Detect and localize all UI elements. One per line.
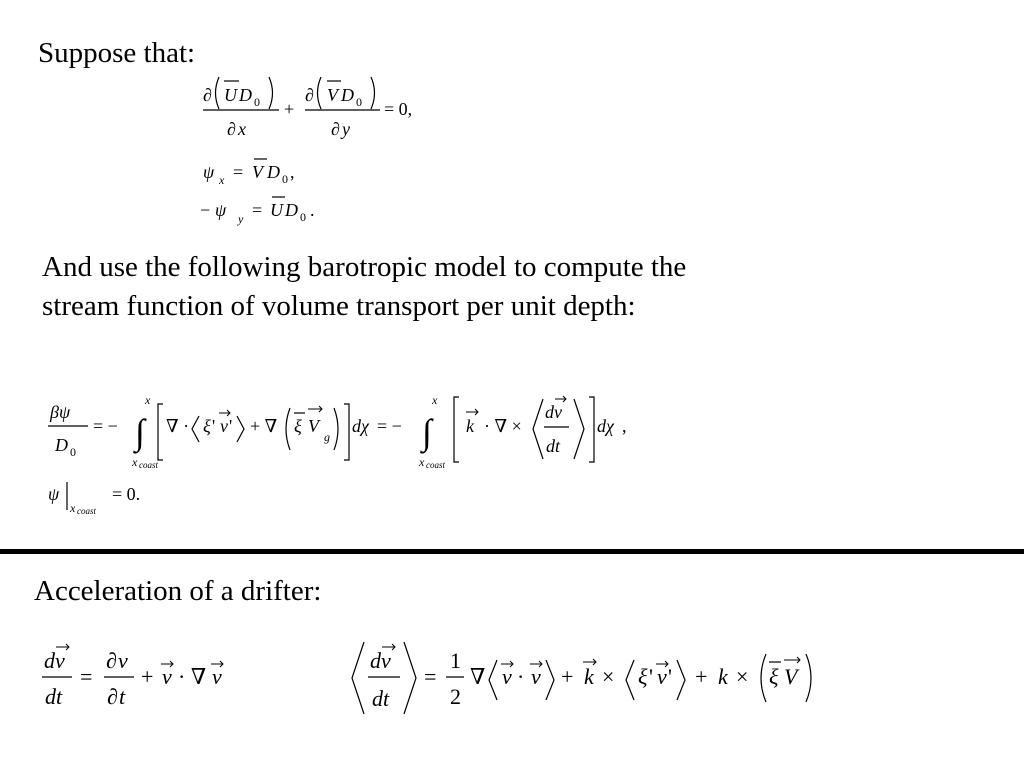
svg-text:ψ: ψ bbox=[48, 484, 60, 504]
svg-text:t: t bbox=[119, 684, 126, 709]
svg-text:·: · bbox=[517, 664, 525, 689]
svg-text:': ' bbox=[229, 416, 233, 436]
svg-text:D: D bbox=[285, 200, 298, 220]
svg-text:v: v bbox=[212, 664, 222, 689]
svg-text:=: = bbox=[80, 664, 93, 689]
svg-text:+: + bbox=[284, 99, 295, 119]
svg-text:ψ: ψ bbox=[215, 200, 227, 220]
svg-text:= −: = − bbox=[93, 416, 118, 436]
svg-text:U: U bbox=[270, 200, 283, 220]
heading-acceleration: Acceleration of a drifter: bbox=[34, 575, 322, 607]
svg-text:k: k bbox=[584, 664, 594, 689]
svg-text:x: x bbox=[432, 393, 438, 407]
svg-text:ξ: ξ bbox=[294, 416, 302, 436]
svg-text:dv: dv bbox=[545, 402, 562, 422]
svg-text:v: v bbox=[118, 648, 128, 673]
svg-text:=: = bbox=[424, 664, 437, 689]
svg-text:dt: dt bbox=[546, 436, 561, 456]
svg-text:∫: ∫ bbox=[135, 412, 145, 452]
svg-text:': ' bbox=[649, 664, 653, 689]
svg-text:v: v bbox=[502, 664, 512, 689]
svg-text:×: × bbox=[602, 664, 615, 689]
svg-text:ψ: ψ bbox=[203, 162, 215, 182]
svg-text:βψ: βψ bbox=[50, 402, 71, 422]
svg-text:V: V bbox=[784, 664, 798, 689]
svg-text:ξ: ξ bbox=[203, 416, 211, 436]
svg-text:×: × bbox=[736, 664, 749, 689]
svg-text:+ ∇: + ∇ bbox=[250, 416, 278, 436]
svg-text:+: + bbox=[561, 664, 574, 689]
svg-text:x: x bbox=[419, 455, 425, 469]
svg-text:2: 2 bbox=[450, 684, 461, 709]
svg-text:k: k bbox=[718, 664, 728, 689]
svg-text:dv: dv bbox=[370, 648, 391, 673]
svg-text:D: D bbox=[267, 162, 280, 182]
svg-text:∂: ∂ bbox=[106, 648, 117, 673]
svg-text:0: 0 bbox=[254, 95, 260, 109]
svg-text:x: x bbox=[70, 501, 76, 515]
svg-text:−: − bbox=[200, 200, 211, 220]
svg-text:= 0.: = 0. bbox=[112, 484, 141, 504]
svg-text:∂: ∂ bbox=[305, 85, 314, 105]
heading-suppose: Suppose that: bbox=[38, 37, 196, 69]
svg-text:y: y bbox=[342, 119, 350, 139]
svg-text:y: y bbox=[238, 212, 244, 226]
svg-text:coast: coast bbox=[139, 460, 158, 470]
paragraph-line-1: And use the following barotropic model to compute the bbox=[42, 251, 687, 283]
svg-text:∇ ·: ∇ · bbox=[166, 416, 190, 436]
svg-text:+: + bbox=[695, 664, 708, 689]
svg-text:v: v bbox=[657, 664, 667, 689]
svg-text:∫: ∫ bbox=[422, 412, 432, 452]
svg-text:coast: coast bbox=[77, 506, 96, 516]
svg-text:= −: = − bbox=[377, 416, 402, 436]
svg-text:D: D bbox=[55, 435, 68, 455]
svg-text:g: g bbox=[324, 430, 330, 444]
svg-text:∂: ∂ bbox=[331, 119, 340, 139]
svg-text:=: = bbox=[252, 200, 263, 220]
svg-text:v: v bbox=[162, 664, 172, 689]
svg-text:0: 0 bbox=[70, 445, 76, 459]
paragraph-line-2: stream function of volume transport per unit depth: bbox=[42, 290, 636, 322]
svg-text:': ' bbox=[668, 664, 672, 689]
svg-text:0: 0 bbox=[300, 210, 306, 224]
svg-text:· ∇: · ∇ bbox=[178, 664, 207, 689]
svg-text:,: , bbox=[290, 162, 295, 182]
svg-text:V: V bbox=[308, 416, 319, 436]
svg-text:+: + bbox=[141, 664, 154, 689]
svg-text:coast: coast bbox=[426, 460, 445, 470]
svg-text:=: = bbox=[233, 162, 244, 182]
svg-text:1: 1 bbox=[450, 648, 461, 673]
svg-text:x: x bbox=[219, 173, 225, 187]
svg-text:.: . bbox=[310, 200, 315, 220]
svg-text:V: V bbox=[327, 85, 338, 105]
svg-text:,: , bbox=[622, 416, 627, 436]
svg-text:dχ: dχ bbox=[352, 416, 369, 436]
svg-text:∇: ∇ bbox=[470, 664, 486, 689]
svg-text:dt: dt bbox=[372, 686, 390, 711]
svg-text:dt: dt bbox=[45, 684, 63, 709]
svg-text:v: v bbox=[220, 416, 228, 436]
svg-text:': ' bbox=[212, 416, 216, 436]
svg-text:U: U bbox=[224, 85, 237, 105]
svg-text:x: x bbox=[145, 393, 151, 407]
svg-text:k: k bbox=[466, 416, 474, 436]
svg-text:0: 0 bbox=[282, 172, 288, 186]
svg-text:x: x bbox=[132, 455, 138, 469]
svg-text:ξ: ξ bbox=[769, 664, 779, 689]
svg-text:dχ: dχ bbox=[597, 416, 614, 436]
svg-text:0: 0 bbox=[356, 95, 362, 109]
svg-text:V: V bbox=[252, 162, 263, 182]
svg-text:dv: dv bbox=[44, 648, 65, 673]
svg-text:D: D bbox=[239, 85, 252, 105]
svg-text:ξ: ξ bbox=[638, 664, 648, 689]
svg-text:v: v bbox=[531, 664, 541, 689]
svg-text:∂: ∂ bbox=[107, 684, 118, 709]
svg-text:· ∇ ×: · ∇ × bbox=[484, 416, 522, 436]
svg-text:= 0,: = 0, bbox=[384, 99, 413, 119]
svg-text:∂: ∂ bbox=[203, 85, 212, 105]
svg-text:x: x bbox=[238, 119, 246, 139]
svg-text:D: D bbox=[341, 85, 354, 105]
svg-text:∂: ∂ bbox=[227, 119, 236, 139]
